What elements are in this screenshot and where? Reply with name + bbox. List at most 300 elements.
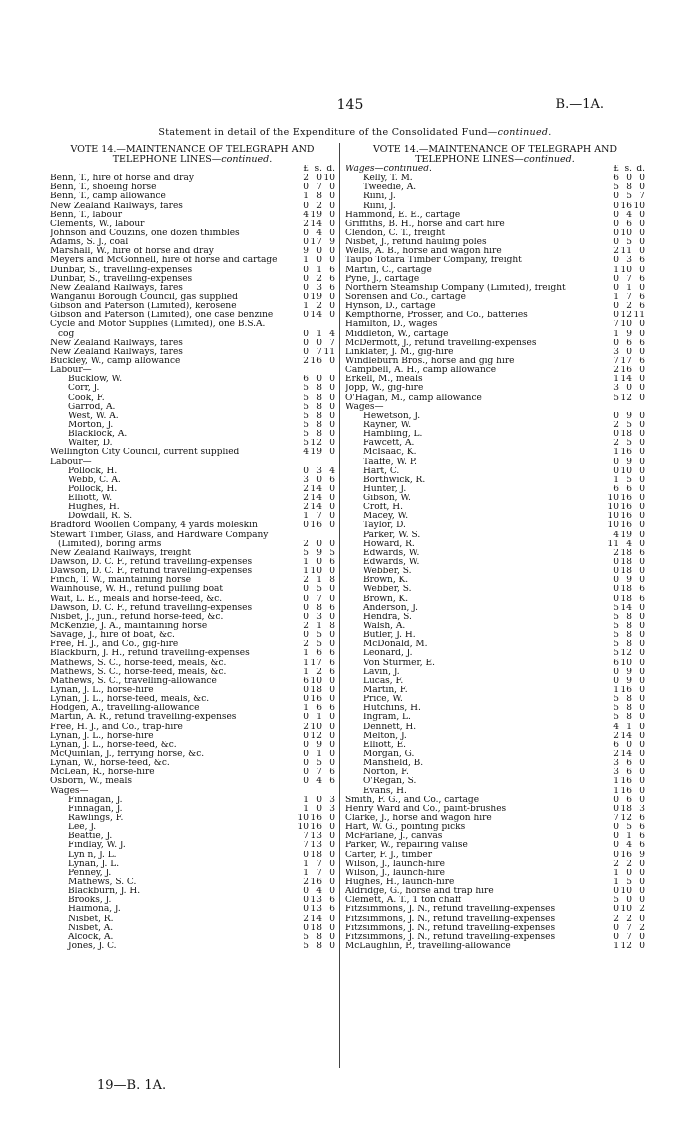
ledger-row xyxy=(345,540,645,549)
amount-shillings: 8 xyxy=(316,393,322,403)
entry-description: Borthwick, R. xyxy=(363,475,426,485)
amount-shillings: 1 xyxy=(626,832,632,842)
amount-pounds: 0 xyxy=(303,338,309,348)
ledger-row xyxy=(50,841,335,850)
amount-pounds: 1 xyxy=(613,475,619,485)
entry-description: Clarke, J., horse and wagon hire xyxy=(345,813,492,823)
amount-pounds: 5 xyxy=(303,411,309,421)
amount-shillings: 9 xyxy=(626,411,632,421)
ledger-row xyxy=(345,238,645,247)
entry-description: Wanganui Borough Council, gas supplied xyxy=(50,292,238,302)
entry-description: New Zealand Railways, fares xyxy=(50,338,183,348)
amount-pounds: 0 xyxy=(303,731,309,741)
entry-description: Wait, L. E., meals and horse-feed, &c. xyxy=(50,594,223,604)
amount-pounds: 2 xyxy=(613,548,619,558)
entry-description: Lee, J. xyxy=(68,823,97,833)
amount-pence: 0 xyxy=(639,932,645,942)
entry-description: Edwards, W. xyxy=(363,558,420,568)
amount-pence: 6 xyxy=(329,658,335,668)
entry-description: Hart, W. G., pointing picks xyxy=(345,823,466,833)
ledger-row xyxy=(50,311,335,320)
entry-description: Hart, C. xyxy=(363,466,400,476)
amount-pounds: 5 xyxy=(613,713,619,723)
ledger-row xyxy=(50,905,335,914)
amount-pence: 0 xyxy=(329,228,335,238)
amount-shillings: 1 xyxy=(626,722,632,732)
entry-description: Fitzsimmons, J. N., refund travelling-expenses xyxy=(345,914,556,924)
amount-pounds: 0 xyxy=(613,238,619,248)
amount-shillings: 0 xyxy=(626,740,632,750)
amount-shillings: 12 xyxy=(310,439,322,449)
amount-shillings: 4 xyxy=(626,539,632,549)
amount-pounds: 5 xyxy=(613,622,619,632)
amount-pence: 0 xyxy=(329,750,335,759)
amount-pounds: 2 xyxy=(303,539,309,549)
ledger-row xyxy=(50,266,335,275)
amount-pence: 0 xyxy=(329,859,335,869)
amount-pounds xyxy=(296,320,309,329)
entry-description: Nisbet, A. xyxy=(68,923,114,933)
entry-description: Hughes, H., launch-hire xyxy=(345,877,455,887)
amount-pence: 0 xyxy=(639,667,645,677)
entry-description: Dawson, D. C. F., refund travelling-expenses xyxy=(50,558,253,568)
amount-pence: 0 xyxy=(639,430,645,440)
amount-shillings: 4 xyxy=(316,228,322,238)
amount-shillings: 6 xyxy=(316,704,322,714)
entry-description: Lynan, J. L. xyxy=(68,859,120,869)
entry-description: Wainhouse, W. H., refund pulling boat xyxy=(50,585,223,595)
ledger-row xyxy=(50,293,335,302)
column-divider xyxy=(339,143,340,1068)
amount-pounds: 0 xyxy=(613,594,619,604)
amount-shillings: 18 xyxy=(310,850,322,860)
amount-pence: 0 xyxy=(639,722,645,732)
entry-description: Sorensen and Co., cartage xyxy=(345,292,466,302)
statement-heading xyxy=(50,127,660,138)
amount-shillings: 7 xyxy=(316,768,322,778)
amount-pence: 0 xyxy=(639,539,645,549)
entry-description: Dawson, D. C. F., refund travelling-expenses xyxy=(50,603,253,613)
entry-description: Garrod, A. xyxy=(68,402,116,412)
amount-pence: 6 xyxy=(329,603,335,613)
ledger-row xyxy=(50,933,335,942)
left-vote-heading-text: VOTE 14.—MAINTENANCE OF TELEGRAPH AND TELEPHONE LINES— xyxy=(70,144,315,165)
amount-shillings: 8 xyxy=(626,622,632,632)
amount-pounds: 0 xyxy=(303,923,309,933)
entry-description: Smith, F. G., and Co., cartage xyxy=(345,795,480,805)
amount-pence: 0 xyxy=(329,612,335,622)
amount-shillings: 18 xyxy=(620,585,632,595)
amount-pounds: 0 xyxy=(613,256,619,266)
ledger-row xyxy=(50,750,335,759)
amount-pounds: 1 xyxy=(303,859,309,869)
ledger-row xyxy=(50,668,335,677)
amount-pounds: 5 xyxy=(613,631,619,641)
amount-pounds: 10 xyxy=(297,823,309,833)
shilling-label: s. xyxy=(314,165,322,174)
entry-description: Henry Ward and Co., paint-brushes xyxy=(345,804,507,814)
amount-pounds: 1 xyxy=(613,292,619,302)
amount-pounds: 0 xyxy=(613,576,619,586)
entry-description: Buckley, W., camp allowance xyxy=(50,356,181,366)
entry-description: Finnagan, J. xyxy=(68,795,123,805)
amount-shillings: 10 xyxy=(310,676,322,686)
statement-continued: continued. xyxy=(497,127,552,138)
ledger-row xyxy=(50,458,335,467)
amount-pounds: 1 xyxy=(303,868,309,878)
amount-shillings: 9 xyxy=(316,740,322,750)
ledger-row xyxy=(345,723,645,732)
ledger-row xyxy=(345,348,645,357)
pence-label: d. xyxy=(326,165,335,174)
amount-pence: 0 xyxy=(329,256,335,266)
amount-pence: 0 xyxy=(639,439,645,449)
amount-shillings: 2 xyxy=(626,914,632,924)
entry-description: Clemett, A. T., 1 ton chaff xyxy=(345,896,462,906)
amount-shillings: 4 xyxy=(316,777,322,787)
ledger-row xyxy=(50,439,335,448)
ledger-row xyxy=(345,256,645,265)
amount-shillings: 14 xyxy=(310,494,322,504)
amount-shillings: 9 xyxy=(626,329,632,339)
amount-pence: 10 xyxy=(633,201,645,211)
entry-description: Pollock, H. xyxy=(68,466,118,476)
ledger-row xyxy=(50,540,335,549)
amount-shillings: 8 xyxy=(316,384,322,394)
entry-description: Lynan, J. L., horse-hire xyxy=(50,731,154,741)
amount-shillings: 14 xyxy=(620,603,632,613)
entry-description: Blackburn, J. H. xyxy=(68,887,141,897)
entry-description: Finnagan, J. xyxy=(68,804,123,814)
amount-pounds: 7 xyxy=(613,320,619,330)
amount-pence: 6 xyxy=(329,777,335,787)
entry-description: New Zealand Railways, fares xyxy=(50,201,183,211)
amount-shillings: 6 xyxy=(626,484,632,494)
amount-pence: 0 xyxy=(329,850,335,860)
amount-pounds: 0 xyxy=(613,283,619,293)
ledger-row xyxy=(345,613,645,622)
amount-shillings: 16 xyxy=(620,777,632,787)
amount-pence: 0 xyxy=(329,494,335,504)
entry-description: Northern Steamship Company (Limited), freight xyxy=(345,283,566,293)
amount-pounds: 0 xyxy=(303,887,309,897)
amount-shillings: 9 xyxy=(626,576,632,586)
amount-pence: 0 xyxy=(639,868,645,878)
ledger-row xyxy=(50,494,335,503)
amount-shillings: 16 xyxy=(620,494,632,504)
amount-pence: 0 xyxy=(329,686,335,696)
amount-pounds: 0 xyxy=(303,238,309,248)
amount-shillings: 6 xyxy=(626,795,632,805)
amount-pounds: 2 xyxy=(303,877,309,887)
amount-pounds: 0 xyxy=(613,430,619,440)
entry-description: Carter, F. J., timber xyxy=(345,850,433,860)
entry-description: New Zealand Railways, freight xyxy=(50,548,191,558)
amount-pence: 0 xyxy=(639,466,645,476)
ledger-row xyxy=(50,320,335,329)
amount-pence: 0 xyxy=(329,402,335,412)
amount-pounds xyxy=(606,403,619,412)
amount-pence: 6 xyxy=(329,896,335,906)
ledger-row xyxy=(50,421,335,430)
amount-shillings: 16 xyxy=(620,850,632,860)
entry-description: Stewart Timber, Glass, and Hardware Company xyxy=(50,530,269,540)
amount-pounds: 4 xyxy=(613,722,619,732)
amount-pounds: 2 xyxy=(303,494,309,504)
amount-shillings: 3 xyxy=(316,466,322,476)
ledger-row xyxy=(345,777,645,786)
entry-description: Norton, F. xyxy=(363,768,409,778)
amount-pounds: 3 xyxy=(613,768,619,778)
entry-description: Walsh, A. xyxy=(363,622,406,632)
amount-pence: 0 xyxy=(329,311,335,321)
amount-pence: 0 xyxy=(639,877,645,887)
entry-description: Webb, C. A. xyxy=(68,475,121,485)
entry-description: McFarlane, J., canvas xyxy=(345,832,443,842)
amount-shillings: 8 xyxy=(316,941,322,951)
amount-shillings: 3 xyxy=(316,612,322,622)
amount-pounds: 2 xyxy=(303,914,309,924)
amount-shillings: 8 xyxy=(316,192,322,202)
amount-pounds: 5 xyxy=(613,603,619,613)
entry-description: Martin, C., cartage xyxy=(345,265,432,275)
amount-pounds: 2 xyxy=(303,640,309,650)
ledger-row xyxy=(50,394,335,403)
amount-shillings: 16 xyxy=(620,521,632,531)
amount-pence: 0 xyxy=(329,420,335,430)
amount-pence: 6 xyxy=(329,283,335,293)
amount-shillings: 7 xyxy=(316,183,322,193)
amount-shillings: 3 xyxy=(316,283,322,293)
amount-shillings: 8 xyxy=(626,704,632,714)
entry-description: McIsaac, K. xyxy=(363,448,417,458)
ledger-row xyxy=(50,723,335,732)
amount-pounds: 7 xyxy=(613,356,619,366)
amount-pounds: 2 xyxy=(613,859,619,869)
ledger-row xyxy=(50,686,335,695)
ledger-row xyxy=(345,275,645,284)
amount-pounds: 5 xyxy=(303,402,309,412)
right-sub-header xyxy=(345,165,645,174)
ledger-row xyxy=(345,860,645,869)
amount-pounds: 1 xyxy=(303,667,309,677)
ledger-row xyxy=(50,924,335,933)
entry-description: Riini, J. xyxy=(363,192,396,202)
amount-pounds: 0 xyxy=(613,201,619,211)
entry-description: Wilson, J., launch-hire xyxy=(345,859,445,869)
ledger-row xyxy=(50,339,335,348)
entry-description: Hutchins, H. xyxy=(363,704,421,714)
amount-pounds: 1 xyxy=(303,567,309,577)
amount-shillings: 8 xyxy=(626,612,632,622)
amount-pounds: 1 xyxy=(303,192,309,202)
amount-pence: 0 xyxy=(639,612,645,622)
amount-pence: 0 xyxy=(639,329,645,339)
ledger-row xyxy=(345,878,645,887)
amount-shillings: 13 xyxy=(310,896,322,906)
amount-pounds: 0 xyxy=(303,603,309,613)
amount-pounds: 0 xyxy=(613,311,619,321)
entry-description: Nisbet, J., refund hauling poles xyxy=(345,238,487,248)
amount-pence: 0 xyxy=(639,247,645,257)
entry-description: New Zealand Railways, fares xyxy=(50,283,183,293)
amount-shillings: 16 xyxy=(620,503,632,513)
entry-description: Melton, J. xyxy=(363,731,407,741)
amount-pounds: 5 xyxy=(613,649,619,659)
amount-shillings xyxy=(309,366,322,375)
amount-shillings: 5 xyxy=(626,238,632,248)
entry-description: Brooks, J. xyxy=(68,896,112,906)
entry-description: Fitzsimmons, J. N., refund travelling-expenses xyxy=(345,923,556,933)
amount-shillings: 0 xyxy=(626,896,632,906)
entry-description: Corr, J. xyxy=(68,384,100,394)
amount-pounds: 5 xyxy=(613,393,619,403)
amount-shillings: 16 xyxy=(620,201,632,211)
amount-pounds: 0 xyxy=(613,558,619,568)
amount-pounds: 0 xyxy=(303,228,309,238)
ledger-row xyxy=(50,869,335,878)
amount-pounds: 0 xyxy=(613,302,619,312)
ledger-row xyxy=(345,659,645,668)
entry-description: Lynan, W., horse-feed, &c. xyxy=(50,759,170,769)
ledger-row xyxy=(50,275,335,284)
amount-pounds: 6 xyxy=(303,375,309,385)
amount-shillings: 8 xyxy=(626,713,632,723)
amount-shillings: 6 xyxy=(626,219,632,229)
ledger-row xyxy=(50,759,335,768)
ledger-row xyxy=(50,183,335,192)
amount-pence: 6 xyxy=(639,256,645,266)
amount-shillings: 8 xyxy=(626,631,632,641)
entry-description: Lynan, J. L., horse-hire xyxy=(50,686,154,696)
entry-description: Morgan, G. xyxy=(363,750,415,759)
footer-ref: 19—B. 1A. xyxy=(97,1078,167,1093)
amount-pence: 0 xyxy=(329,567,335,577)
amount-shillings: 12 xyxy=(620,649,632,659)
entry-description: Mansfield, B. xyxy=(363,759,424,769)
amount-pence: 0 xyxy=(329,676,335,686)
page-number: 145 xyxy=(336,97,364,113)
amount-pence xyxy=(632,403,645,412)
ledger-row xyxy=(345,521,645,530)
amount-pounds: 3 xyxy=(303,475,309,485)
amount-pence: 0 xyxy=(329,759,335,769)
entry-description: Pollock, H. xyxy=(68,484,118,494)
amount-shillings: 19 xyxy=(620,530,632,540)
ledger-row xyxy=(345,183,645,192)
pound-label: £ xyxy=(303,165,309,174)
entry-description: Savage, J., hire of boat, &c. xyxy=(50,631,175,641)
amount-pounds: 0 xyxy=(303,850,309,860)
amount-pounds: 1 xyxy=(613,877,619,887)
amount-pence: 0 xyxy=(639,530,645,540)
ledger-row xyxy=(345,202,645,211)
entry-description: Blackburn, J. H., refund travelling-expenses xyxy=(50,649,250,659)
amount-shillings: 14 xyxy=(620,731,632,741)
amount-pounds: 0 xyxy=(613,466,619,476)
amount-shillings: 18 xyxy=(620,430,632,440)
amount-pence: 0 xyxy=(329,740,335,750)
amount-pounds: 2 xyxy=(613,439,619,449)
entry-description: McDonald, M. xyxy=(363,640,428,650)
amount-shillings: 1 xyxy=(316,750,322,759)
ledger-row xyxy=(345,311,645,320)
pence-label: d. xyxy=(636,165,645,174)
amount-pence: 6 xyxy=(329,667,335,677)
entry-description: Meyers and McGonnell, hire of horse and cartage xyxy=(50,256,278,266)
amount-pounds: 2 xyxy=(303,576,309,586)
amount-pounds: 4 xyxy=(303,210,309,220)
amount-shillings: 8 xyxy=(316,932,322,942)
amount-shillings: 7 xyxy=(626,274,632,284)
ledger-row xyxy=(345,476,645,485)
entry-description: Labour— xyxy=(50,366,92,376)
amount-shillings: 4 xyxy=(316,887,322,897)
entry-description: Webber, S. xyxy=(363,567,412,577)
amount-pence: 0 xyxy=(329,247,335,257)
ledger-row xyxy=(50,915,335,924)
amount-shillings xyxy=(309,787,322,796)
amount-pence: 5 xyxy=(329,548,335,558)
amount-shillings: 5 xyxy=(626,439,632,449)
amount-pounds: 0 xyxy=(613,676,619,686)
entry-description: Dunbar, S., travelling-expenses xyxy=(50,265,193,275)
entry-description: Lavin, J. xyxy=(363,667,400,677)
ledger-row xyxy=(50,567,335,576)
amount-pence: 0 xyxy=(639,512,645,522)
amount-pounds: 2 xyxy=(613,731,619,741)
amount-shillings: 16 xyxy=(620,366,632,376)
entry-description: Hodgen, A., travelling-allowance xyxy=(50,704,200,714)
amount-pence: 9 xyxy=(639,850,645,860)
amount-pence: 0 xyxy=(639,393,645,403)
amount-pence: 0 xyxy=(329,877,335,887)
amount-shillings: 16 xyxy=(620,448,632,458)
amount-shillings: 7 xyxy=(626,923,632,933)
ledger-row xyxy=(50,695,335,704)
entry-description: cog xyxy=(58,329,75,339)
ledger-row xyxy=(345,375,645,384)
amount-pounds: 0 xyxy=(303,347,309,357)
entry-description: Bucklow, W. xyxy=(68,375,123,385)
ledger-row xyxy=(50,174,335,183)
ledger-row xyxy=(345,549,645,558)
amount-pence: 0 xyxy=(329,411,335,421)
amount-pounds: 6 xyxy=(613,658,619,668)
amount-shillings: 0 xyxy=(316,475,322,485)
amount-pence: 0 xyxy=(639,521,645,531)
amount-shillings: 17 xyxy=(620,356,632,366)
amount-pounds: 2 xyxy=(613,914,619,924)
ledger-row xyxy=(50,485,335,494)
statement-text: Statement in detail of the Expenditure of the Consolidated Fund— xyxy=(158,127,498,138)
entry-description: Edwards, W. xyxy=(363,548,420,558)
entry-description: Hamilton, D., wages xyxy=(345,320,438,330)
amount-shillings: 6 xyxy=(316,649,322,659)
ledger-row xyxy=(50,851,335,860)
ledger-row xyxy=(345,439,645,448)
left-currency-header xyxy=(50,165,335,174)
ledger-row xyxy=(345,631,645,640)
amount-pounds: 2 xyxy=(303,219,309,229)
ledger-row xyxy=(50,640,335,649)
entry-description: Wellington City Council, current supplied xyxy=(50,448,240,458)
amount-pence: 0 xyxy=(329,914,335,924)
amount-pounds: 4 xyxy=(613,530,619,540)
amount-pence: 0 xyxy=(639,777,645,787)
ledger-row xyxy=(345,266,645,275)
amount-pence: 0 xyxy=(639,603,645,613)
